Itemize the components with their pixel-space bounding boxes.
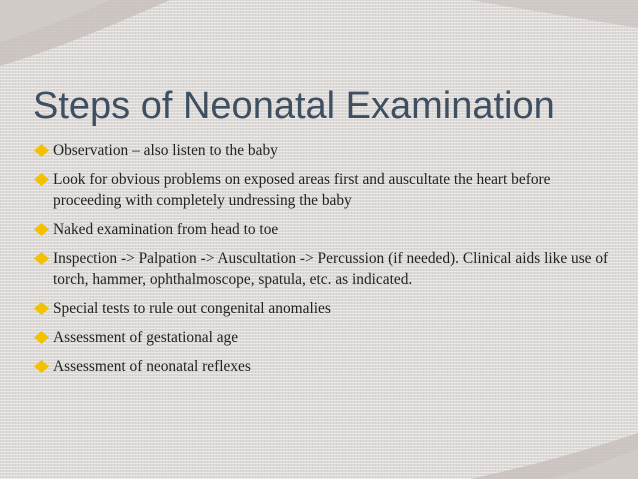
diamond-bullet-icon — [34, 360, 49, 373]
bullet-item — [34, 248, 614, 290]
bullet-list — [34, 140, 614, 385]
bullet-item — [34, 140, 614, 161]
diamond-bullet-icon — [34, 223, 49, 236]
bullet-item — [34, 298, 614, 319]
bullet-text: Assessment of neonatal reflexes — [53, 358, 251, 375]
diamond-bullet-icon — [34, 173, 49, 186]
bullet-text: Observation – also listen to the baby — [53, 142, 278, 159]
bullet-item — [34, 219, 614, 240]
bottom-decoration — [0, 429, 638, 479]
bullet-item — [34, 356, 614, 377]
top-decoration — [0, 0, 638, 70]
top-right-wave-shape — [470, 0, 638, 28]
diamond-bullet-icon — [34, 331, 49, 344]
diamond-bullet-icon — [34, 144, 49, 157]
bullet-item — [34, 327, 614, 348]
diamond-bullet-icon — [34, 302, 49, 315]
bullet-text: Assessment of gestational age — [53, 329, 239, 346]
bullet-text: Special tests to rule out congenital anomalies — [53, 300, 331, 317]
bullet-text: Look for obvious problems on exposed areas first and auscultate the heart before proceeding with completely undressing the baby — [53, 171, 551, 209]
bullet-item — [34, 169, 614, 211]
bullet-text: Inspection -> Palpation -> Auscultation -> Percussion (if needed). Clinical aids like use of torch, hammer, ophthalmoscope, spatula, etc. as indicated. — [53, 250, 609, 288]
slide-title: Steps of Neonatal Examination — [33, 85, 555, 127]
diamond-bullet-icon — [34, 252, 49, 265]
bullet-text: Naked examination from head to toe — [53, 221, 279, 238]
